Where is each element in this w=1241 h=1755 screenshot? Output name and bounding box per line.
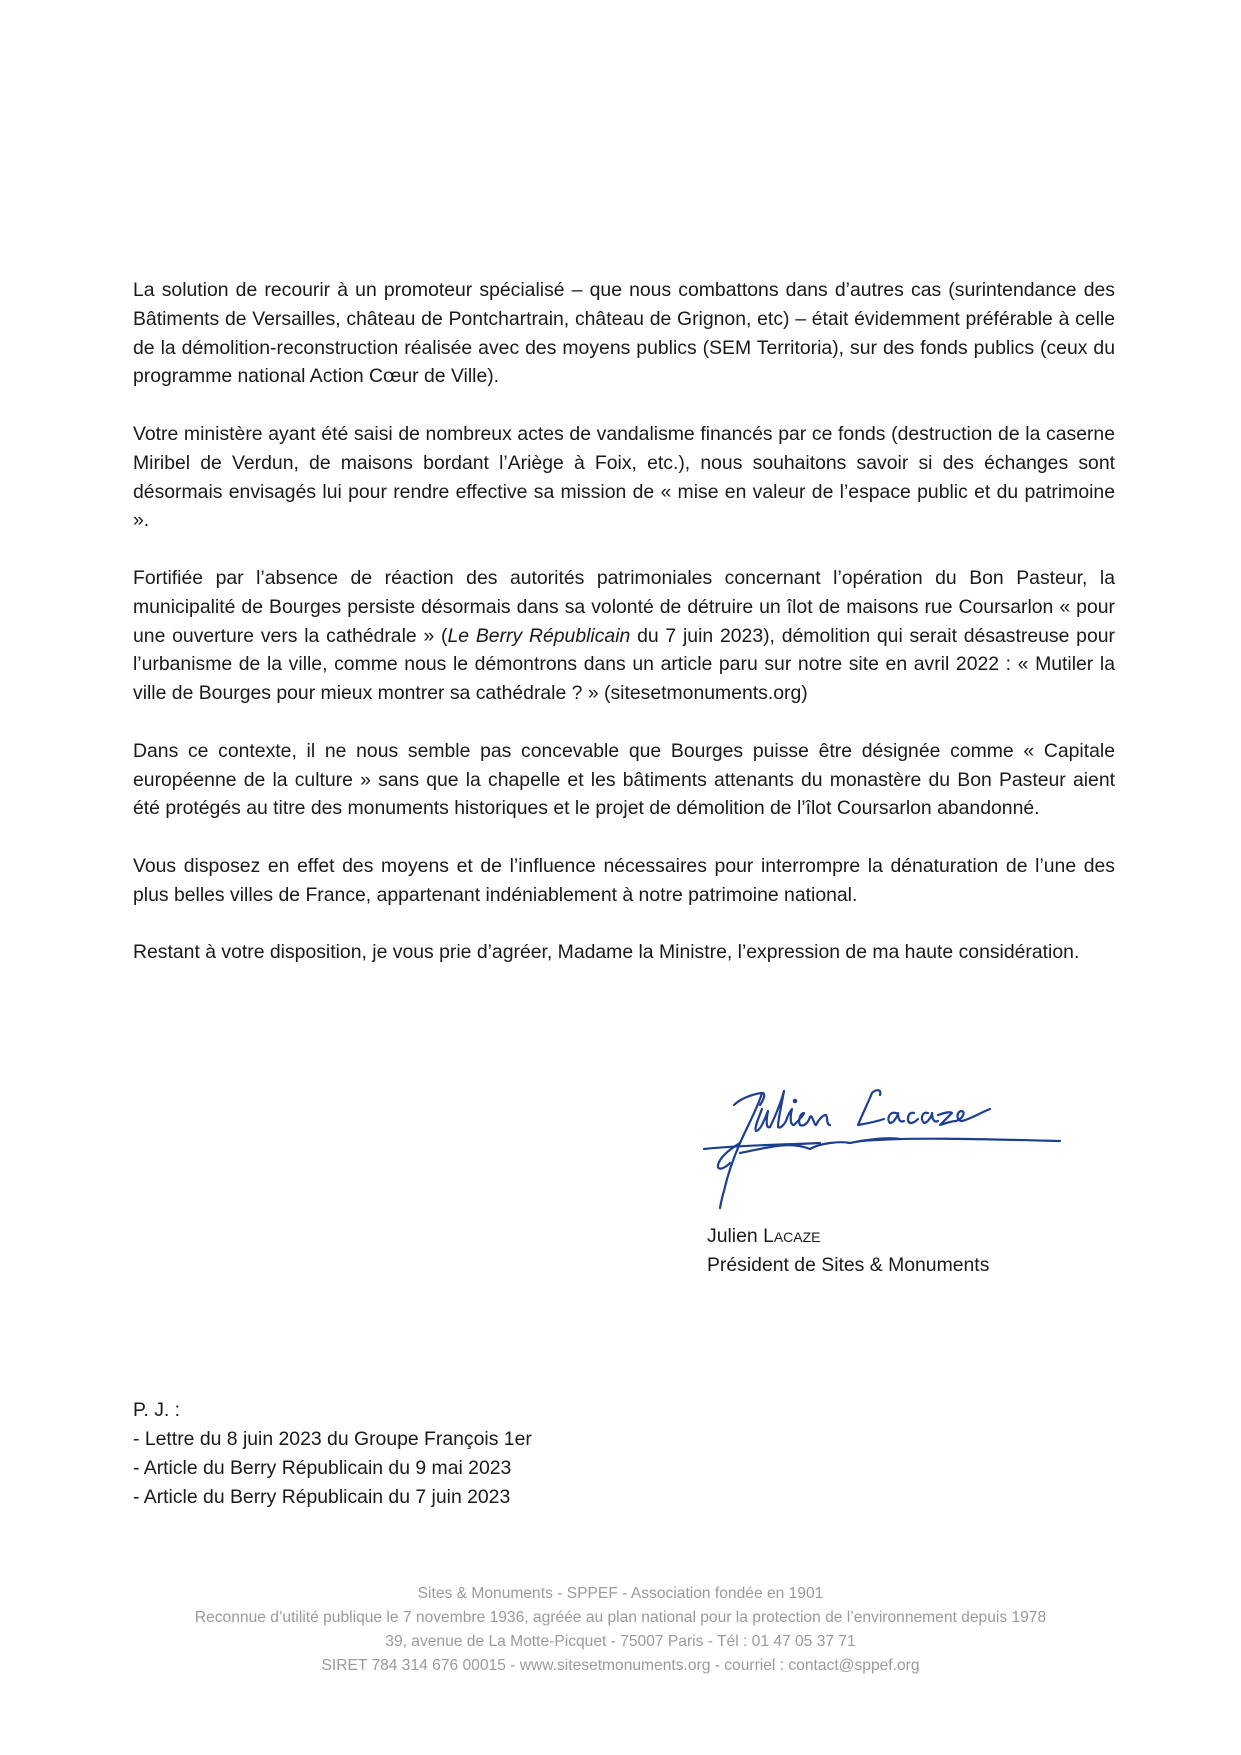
footer-line-recognition: Reconnue d’utilité publique le 7 novembre 1936, agréée au plan national pour la protection de l’environnement depuis 1978 [194, 1609, 1047, 1626]
attachment-item: - Article du Berry Républicain du 9 mai 2023 [133, 1457, 512, 1479]
letter-body [133, 276, 1115, 967]
paragraph-ministere: Votre ministère ayant été saisi de nombreux actes de vandalisme financés par ce fonds (destruction de la caserne Miribel de Verdun, de maisons bordant l’Ariège à Foix, etc.), nous souhaitons savoir si des échanges sont désormais envisagés lui pour rendre effective sa mission de « mise en valeur de l’espace public et du patrimoine ». [133, 422, 1115, 532]
newspaper-title: Le Berry Républicain [447, 624, 631, 647]
signatory-name [707, 1222, 989, 1251]
attachments [133, 1396, 532, 1512]
handwritten-signature [700, 1085, 1100, 1215]
signatory-title: Président de Sites & Monuments [707, 1254, 990, 1276]
letterhead-footer [0, 1582, 1241, 1678]
paragraph-capitale: Dans ce contexte, il ne nous semble pas concevable que Bourges puisse être désignée comme « Capitale européenne de la culture » sans que la chapelle et les bâtiments attenants du monastère du Bon Pasteur aient été protégés au titre des monuments historiques et le projet de démolition de l’îlot Coursarlon abandonné. [133, 739, 1115, 820]
attachment-item: - Article du Berry Républicain du 7 juin 2023 [133, 1486, 511, 1508]
paragraph-promoteur: La solution de recourir à un promoteur spécialisé – que nous combattons dans d’autres cas (surintendance des Bâtiments de Versailles, château de Pontchartrain, château de Grignon, etc) – était évidemment préférable à celle de la démolition-reconstruction réalisée avec des moyens publics (SEM Territoria), sur des fonds publics (ceux du programme national Action Cœur de Ville). [133, 279, 1115, 388]
signature-drawing [700, 1085, 1100, 1215]
attachment-item: - Lettre du 8 juin 2023 du Groupe François 1er [133, 1428, 532, 1450]
signatory-first-name: Julien [707, 1225, 758, 1247]
signatory [707, 1222, 989, 1280]
paragraph-coursarlon [133, 564, 1115, 708]
footer-line-contact: SIRET 784 314 676 00015 - www.sitesetmonuments.org - courriel : contact@sppef.org [321, 1657, 920, 1674]
paragraph-coursarlon-part-b: du 7 juin 2023), démolition qui serait désastreuse pour l’urbanisme de la ville, comme nous le démontrons dans un article paru sur notre site en avril 2022 : « Mutiler la ville de Bourges pour mieux montrer sa cathédrale ? » (sitesetmonuments.org) [133, 624, 1115, 705]
signatory-last-name: Lacaze [763, 1225, 821, 1247]
footer-line-association: Sites & Monuments - SPPEF - Association fondée en 1901 [417, 1585, 824, 1602]
paragraph-closing: Restant à votre disposition, je vous prie d’agréer, Madame la Ministre, l’expression de ma haute considération. [133, 941, 1080, 964]
footer-line-address: 39, avenue de La Motte-Picquet - 75007 Paris - Tél : 01 47 05 37 71 [385, 1633, 856, 1650]
paragraph-moyens: Vous disposez en effet des moyens et de l’influence nécessaires pour interrompre la dénaturation de l’une des plus belles villes de France, appartenant indéniablement à notre patrimoine national. [133, 854, 1115, 906]
attachments-label: P. J. : [133, 1399, 181, 1421]
paragraph-coursarlon-part-a: Fortifiée par l’absence de réaction des autorités patrimoniales concernant l’opération du Bon Pasteur, la municipalité de Bourges persiste désormais dans sa volonté de détruire un îlot de maisons rue Coursarlon « pour une ouverture vers la cathédrale » ( [133, 566, 1115, 647]
